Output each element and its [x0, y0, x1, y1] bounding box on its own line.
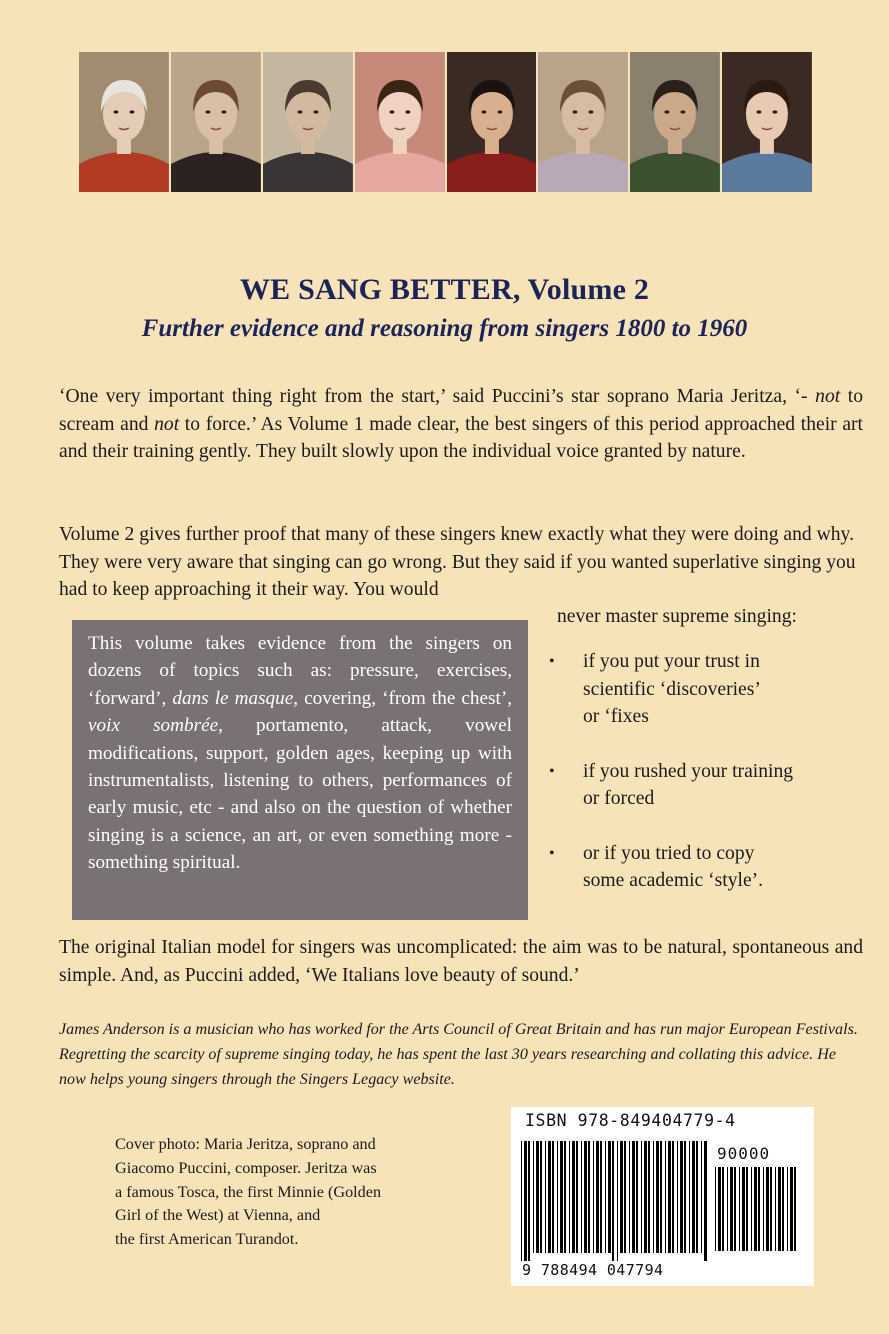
barcode-bar	[692, 1141, 695, 1253]
bullet-line: if you put your trust in	[583, 651, 760, 672]
caption-line: a famous Tosca, the first Minnie (Golden	[115, 1182, 382, 1201]
portrait-3	[263, 52, 353, 192]
portrait-strip	[79, 52, 812, 192]
barcode-bar	[727, 1167, 728, 1251]
portrait-6	[538, 52, 628, 192]
barcode-bar	[629, 1141, 630, 1253]
barcode-bar	[722, 1167, 724, 1251]
barcode-bar	[775, 1167, 776, 1251]
barcode-bar	[620, 1141, 623, 1253]
barcode-bar	[624, 1141, 626, 1253]
barcode-bar	[536, 1141, 539, 1253]
barcode-bars	[521, 1141, 711, 1261]
bullet-line: or ‘fixes	[583, 706, 649, 727]
isbn-barcode	[511, 1107, 814, 1286]
barcode-bar	[778, 1167, 781, 1251]
caption-line: Giacomo Puccini, composer. Jeritza was	[115, 1158, 377, 1177]
price-addon: 90000	[717, 1144, 771, 1163]
bullet-mark: •	[549, 653, 555, 670]
bullet-line: if you rushed your training	[583, 760, 794, 782]
barcode-bar	[742, 1167, 745, 1251]
barcode-bar	[521, 1141, 522, 1261]
barcode-bar	[593, 1141, 594, 1253]
barcode-bar	[564, 1141, 566, 1253]
bullet-line: some academic ‘style’.	[583, 870, 764, 891]
barcode-bar	[644, 1141, 647, 1253]
barcode-bar	[540, 1141, 542, 1253]
barcode-bar	[677, 1141, 678, 1253]
author-bio: James Anderson is a musician who has worked for the Arts Council of Great Britain and has run major European Festivals. Regretting the scarcity of supreme singing today, he has spent the last 30 years researching and collating this advice. He now helps young singers through the Singers Legacy website.	[59, 1021, 858, 1088]
caption-line: Cover photo: Maria Jeritza, soprano and	[115, 1135, 376, 1153]
intro-paragraph: ‘One very important thing right from the start,’ said Puccini’s star soprano Maria Jeritza, ‘- not to scream and not to force.’ As Volume 1 made clear, the best singers of this period approached their art and their training gently. They built slowly upon the individual voice granted by nature.	[59, 386, 864, 462]
barcode-bar	[552, 1141, 554, 1253]
barcode-bar	[684, 1141, 686, 1253]
barcode-bar	[660, 1141, 662, 1253]
barcode-bar	[632, 1141, 635, 1253]
barcode-bar	[696, 1141, 698, 1253]
barcode-bar	[739, 1167, 740, 1251]
barcode-bar	[648, 1141, 650, 1253]
barcode-bar	[770, 1167, 772, 1251]
barcode-bar	[680, 1141, 683, 1253]
barcode-bar	[608, 1141, 611, 1253]
barcode-bar	[715, 1167, 716, 1251]
addon-barcode-bars	[715, 1167, 803, 1259]
barcode-bar	[665, 1141, 666, 1253]
portrait-5	[447, 52, 537, 192]
isbn-label: ISBN 978-849404779-4	[525, 1111, 736, 1130]
barcode-bar	[758, 1167, 760, 1251]
barcode-bar	[600, 1141, 602, 1253]
barcode-bar	[672, 1141, 674, 1253]
barcode-bar	[596, 1141, 599, 1253]
book-title: WE SANG BETTER, Volume 2	[239, 273, 650, 306]
barcode-bar	[524, 1141, 527, 1261]
second-paragraph-tail: never master supreme singing:	[557, 606, 797, 627]
barcode-bar	[782, 1167, 784, 1251]
caption-line: the first American Turandot.	[115, 1230, 299, 1249]
bullet-line: or forced	[583, 788, 655, 809]
barcode-bar	[528, 1141, 530, 1261]
barcode-bar	[560, 1141, 563, 1253]
portrait-2	[171, 52, 261, 192]
barcode-bar	[734, 1167, 736, 1251]
barcode-bar	[730, 1167, 733, 1251]
bullet-line: scientific ‘discoveries’	[583, 678, 761, 700]
barcode-bar	[641, 1141, 642, 1253]
barcode-bar	[548, 1141, 551, 1253]
barcode-bar	[557, 1141, 558, 1253]
bullet-item	[549, 758, 849, 813]
topics-box: This volume takes evidence from the singers on dozens of topics such as: pressure, exercises, ‘forward’, dans le masque, covering, ‘from the chest’, voix sombrée, portamento, attack, vowel modifications, support, golden ages, keeping up with instrumentalists, listening to others, performances of early music, etc - and also on the question of whether singing is a science, an art, or even something more - something spiritual.	[72, 620, 528, 920]
portrait-8	[722, 52, 812, 192]
barcode-bar	[754, 1167, 757, 1251]
barcode-bar	[751, 1167, 752, 1251]
barcode-digits: 9 788494 047794	[522, 1261, 664, 1279]
bullet-mark: •	[549, 762, 555, 780]
closing-paragraph: The original Italian model for singers was uncomplicated: the aim was to be natural, spontaneous and simple. And, as Puccini added, ‘We Italians love beauty of sound.’	[59, 937, 863, 986]
barcode-bar	[656, 1141, 659, 1253]
barcode-bar	[766, 1167, 769, 1251]
second-paragraph: Volume 2 gives further proof that many of these singers knew exactly what they were doing and why. They were very aware that singing can go wrong. But they said if you wanted superlative singing you had to keep approaching it their way. You would	[59, 524, 856, 600]
barcode-bar	[576, 1141, 578, 1253]
cover-photo-caption	[115, 1133, 435, 1252]
bullet-list	[549, 648, 849, 922]
barcode-bar	[718, 1167, 721, 1251]
bullet-item	[549, 840, 849, 895]
barcode-bar	[787, 1167, 788, 1251]
bullet-item	[549, 648, 849, 731]
barcode-bar	[763, 1167, 764, 1251]
barcode-bar	[605, 1141, 606, 1253]
barcode-bar	[701, 1141, 702, 1253]
bullet-mark: •	[549, 844, 555, 862]
caption-line: Girl of the West) at Vienna, and	[115, 1206, 321, 1225]
barcode-bar	[584, 1141, 587, 1253]
portrait-1	[79, 52, 169, 192]
barcode-bar	[653, 1141, 654, 1253]
barcode-bar	[746, 1167, 748, 1251]
portrait-4	[355, 52, 445, 192]
barcode-bar	[617, 1141, 618, 1261]
barcode-bar	[569, 1141, 570, 1253]
bullet-line: or if you tried to copy	[583, 842, 755, 864]
barcode-bar	[790, 1167, 793, 1251]
barcode-bar	[794, 1167, 796, 1251]
barcode-bar	[572, 1141, 575, 1253]
barcode-bar	[545, 1141, 546, 1253]
barcode-bar	[533, 1141, 534, 1253]
barcode-bar	[668, 1141, 671, 1253]
barcode-bar	[588, 1141, 590, 1253]
book-subtitle: Further evidence and reasoning from singers 1800 to 1960	[141, 315, 748, 342]
portrait-7	[630, 52, 720, 192]
barcode-bar	[636, 1141, 638, 1253]
barcode-bar	[704, 1141, 707, 1261]
barcode-bar	[581, 1141, 582, 1253]
barcode-bar	[689, 1141, 690, 1253]
barcode-bar	[612, 1141, 614, 1261]
